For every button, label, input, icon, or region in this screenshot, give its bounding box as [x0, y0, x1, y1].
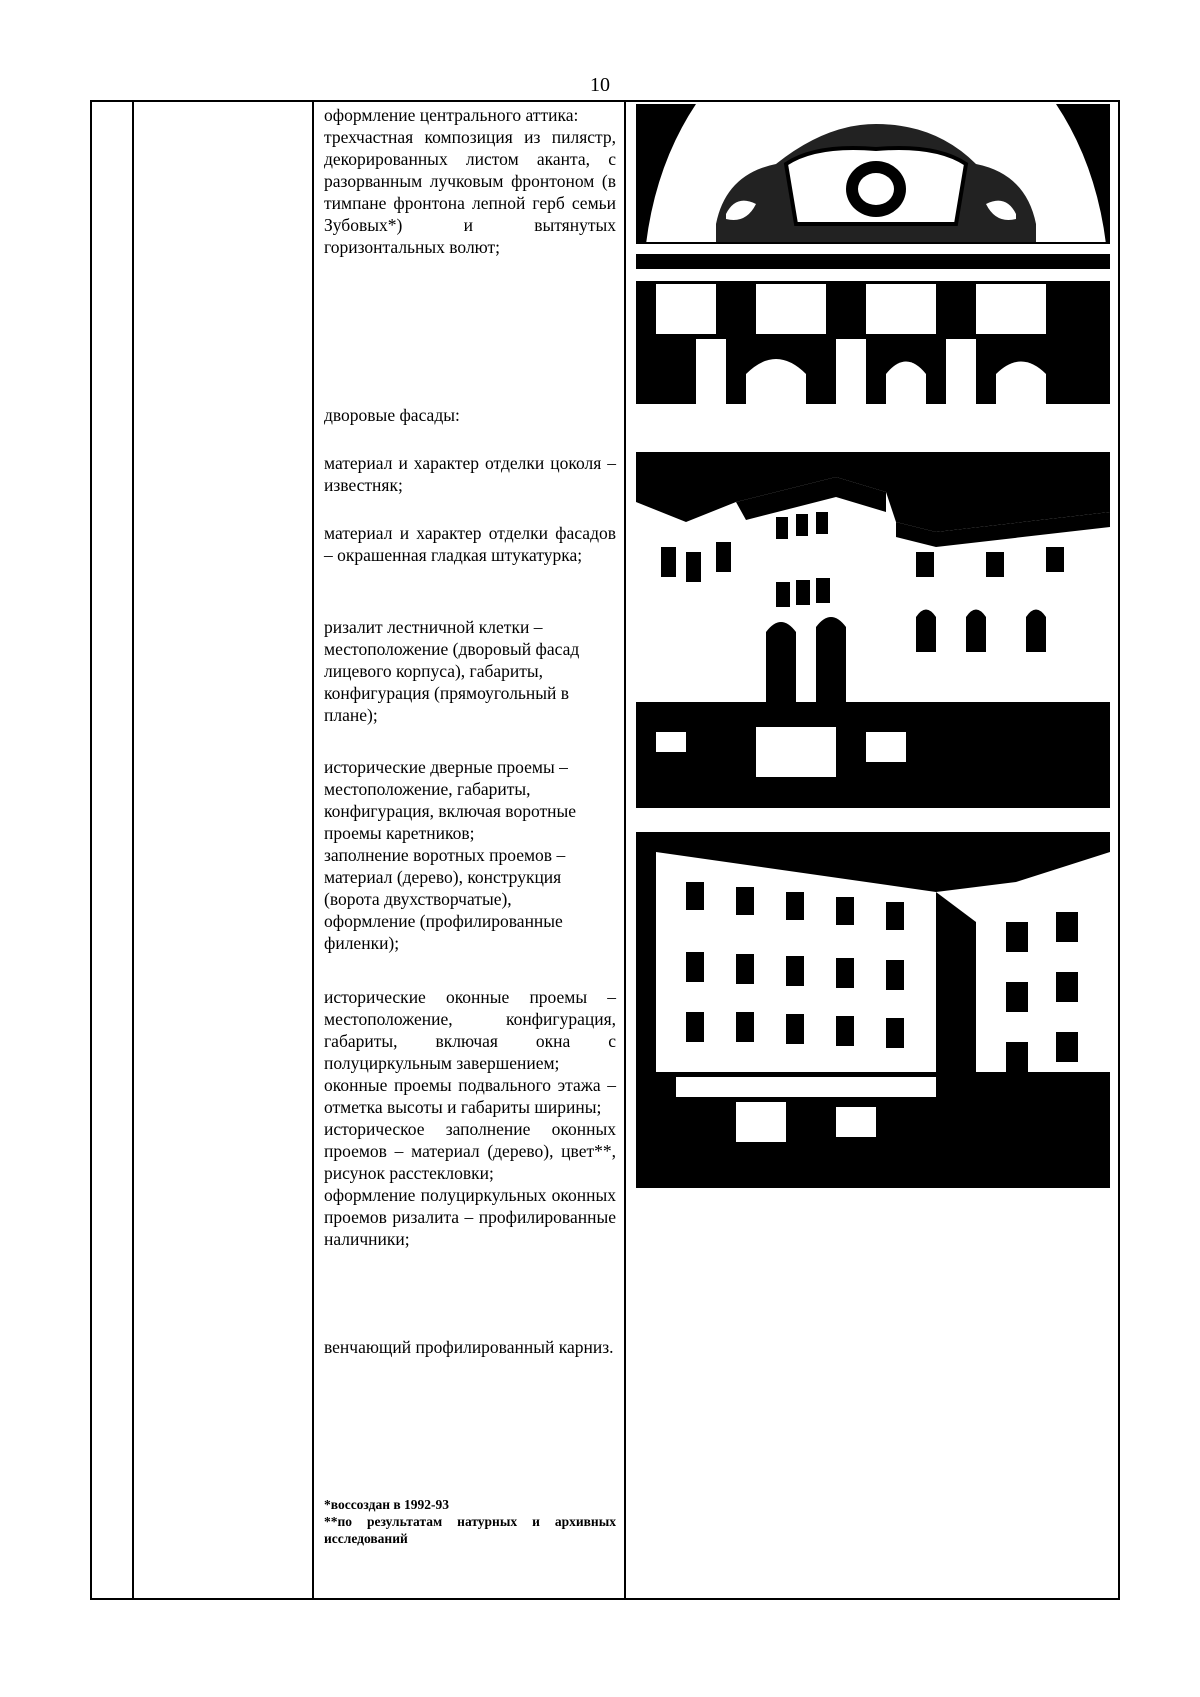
paragraph: оформление полуциркульных оконных проемов ризалита – профилированные наличники;	[324, 1185, 616, 1249]
paragraph: исторические дверные проемы – местоположение, габариты, конфигурация, включая воротные проемы каретников;	[324, 757, 577, 843]
paragraph: ризалит лестничной клетки – местоположение (дворовый фасад лицевого корпуса), габариты, конфигурация (прямоугольный в плане);	[324, 617, 580, 725]
paragraph: исторические оконные проемы – местоположение, конфигурация, габариты, включая окна с полуциркульным завершением;	[324, 987, 616, 1073]
window-openings-section	[324, 986, 616, 1250]
cornice-section	[324, 1336, 616, 1358]
paragraph: трехчастная композиция из пилястр, декорированных листом аканта, с разорванным лучковым фронтоном (в тимпане фронтона лепной герб семьи Зубовых*) и вытянутых горизонтальных волют;	[324, 127, 616, 257]
door-openings-section	[324, 756, 606, 954]
footnote: **по результатам натурных и архивных исследований	[324, 1514, 616, 1546]
courtyard-facade-photo-1	[636, 452, 1110, 808]
paragraph: материал и характер отделки цоколя – известняк;	[324, 453, 616, 495]
footnote: *воссоздан в 1992-93	[324, 1497, 450, 1512]
attic-section	[324, 104, 616, 258]
footnotes	[324, 1496, 616, 1547]
column-divider	[312, 100, 314, 1600]
paragraph: материал и характер отделки фасадов – окрашенная гладкая штукатурка;	[324, 523, 616, 565]
paragraph: венчающий профилированный карниз.	[324, 1337, 614, 1357]
courtyard-facade-photo-2	[636, 832, 1110, 1188]
paragraph: оформление центрального аттика:	[324, 105, 579, 125]
column-divider	[624, 100, 626, 1600]
facade-attic-photo-icon	[636, 104, 1110, 404]
attic-photo	[636, 104, 1110, 404]
column-divider	[132, 100, 134, 1600]
facade-finish-section	[324, 522, 616, 566]
paragraph: историческое заполнение оконных проемов – материал (дерево), цвет**, рисунок расстекловки;	[324, 1119, 616, 1183]
courtyard-photo-icon	[636, 452, 1110, 808]
paragraph: оконные проемы подвального этажа – отметка высоты и габариты ширины;	[324, 1075, 616, 1117]
paragraph: заполнение воротных проемов – материал (дерево), конструкция (ворота двухстворчатые), оформление (профилированные филенки);	[324, 845, 566, 953]
stair-risalit-section	[324, 616, 594, 726]
paragraph: дворовые фасады:	[324, 405, 460, 425]
courtyard-photo-icon	[636, 832, 1110, 1188]
plinth-section	[324, 452, 616, 496]
courtyard-heading	[324, 404, 616, 426]
page-number: 10	[590, 74, 610, 96]
